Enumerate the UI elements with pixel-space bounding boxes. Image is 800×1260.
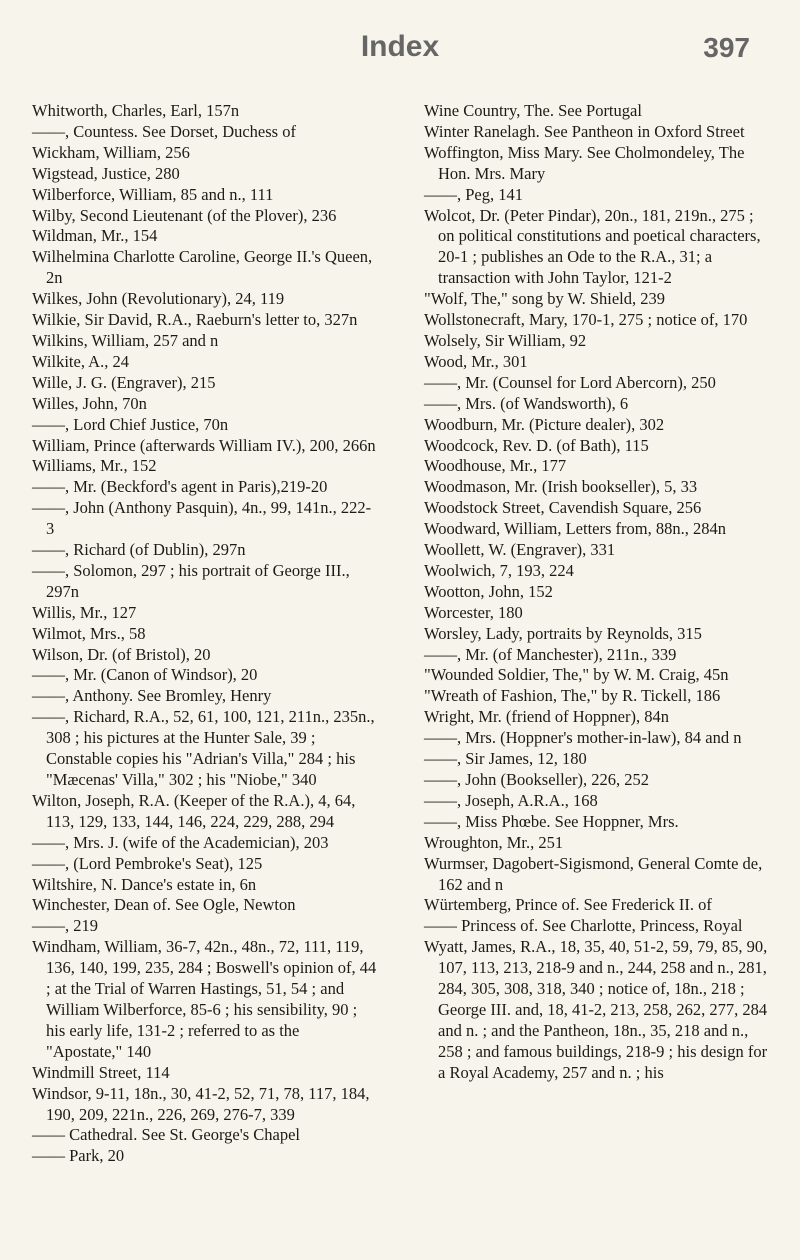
index-entry: Wilkite, A., 24 <box>32 351 129 371</box>
index-entry: Wolcot, Dr. (Peter Pindar), 20n., 181, 219n., 275 ; on political constitutions and poetical characters, 20-1 ; publishes an Ode to the R.A., 31; a transaction with John Taylor, 121-2 <box>424 205 761 288</box>
index-entry: Wilberforce, William, 85 and n., 111 <box>32 184 274 204</box>
index-entry: ——, Mr. (Counsel for Lord Abercorn), 250 <box>424 372 716 392</box>
index-entry: ——, Mrs. (of Wandsworth), 6 <box>424 393 629 413</box>
index-entry: Wright, Mr. (friend of Hoppner), 84n <box>424 707 669 727</box>
index-entry: ——, Mrs. (Hoppner's mother-in-law), 84 and n <box>424 728 742 748</box>
index-entry: ——, Countess. See Dorset, Duchess of <box>32 121 296 141</box>
index-entry: Woodburn, Mr. (Picture dealer), 302 <box>424 414 665 434</box>
index-entry: ——, Richard, R.A., 52, 61, 100, 121, 211n., 235n., 308 ; his pictures at the Hunter Sale, 39 ; Constable copies his "Adrian's Villa," 284 ; his "Mæcenas' Villa," 302 ; his "Niobe," 340 <box>32 707 375 789</box>
index-entry: ——, Mrs. J. (wife of the Academician), 203 <box>32 832 329 852</box>
index-entry: Wurmser, Dagobert-Sigismond, General Comte de, 162 and n <box>424 853 763 894</box>
index-entry: ——, (Lord Pembroke's Seat), 125 <box>32 853 263 873</box>
index-entry: ——, Richard (of Dublin), 297n <box>32 540 246 560</box>
index-entry: ——, Mr. (Canon of Windsor), 20 <box>32 665 258 685</box>
index-entry: Willis, Mr., 127 <box>32 602 137 622</box>
index-entry: Wilkes, John (Revolutionary), 24, 119 <box>32 289 285 309</box>
index-entry: Wilkie, Sir David, R.A., Raeburn's letter to, 327n <box>32 310 358 330</box>
index-entry: Woffington, Miss Mary. See Cholmondeley, The Hon. Mrs. Mary <box>424 142 745 183</box>
index-entry: ——, Peg, 141 <box>424 184 523 204</box>
index-entry: ——, Miss Phœbe. See Hoppner, Mrs. <box>424 811 679 831</box>
index-entry: Winchester, Dean of. See Ogle, Newton <box>32 895 296 915</box>
index-entry: Williams, Mr., 152 <box>32 456 157 476</box>
index-entry: Wildman, Mr., 154 <box>32 226 158 246</box>
index-entry: ——, John (Anthony Pasquin), 4n., 99, 141n., 222-3 <box>32 498 372 539</box>
index-entry: —— Princess of. See Charlotte, Princess, Royal <box>424 916 743 936</box>
index-entry: Woodmason, Mr. (Irish bookseller), 5, 33 <box>424 477 698 497</box>
index-entry: ——, John (Bookseller), 226, 252 <box>424 770 650 789</box>
index-entry: —— Park, 20 <box>32 1146 125 1166</box>
index-entry: Wollstonecraft, Mary, 170-1, 275 ; notice of, 170 <box>424 310 748 330</box>
index-entry: ——, 219 <box>32 916 98 936</box>
index-entry: Winter Ranelagh. See Pantheon in Oxford Street <box>424 121 745 141</box>
index-entry: Wine Country, The. See Portugal <box>424 101 642 120</box>
page-title: Index <box>360 30 440 63</box>
index-entry: "Wolf, The," song by W. Shield, 239 <box>424 289 666 309</box>
index-column-right <box>424 101 769 1084</box>
index-entry: ——, Sir James, 12, 180 <box>424 749 587 769</box>
index-entry: Woodcock, Rev. D. (of Bath), 115 <box>424 435 649 455</box>
index-entry: Willes, John, 70n <box>32 393 147 413</box>
index-entry: ——, Mr. (of Manchester), 211n., 339 <box>424 644 677 664</box>
index-entry: Wilby, Second Lieutenant (of the Plover), 236 <box>32 205 337 225</box>
index-entry: ——, Mr. (Beckford's agent in Paris),219-20 <box>32 477 328 497</box>
index-entry: Wilkins, William, 257 and n <box>32 330 219 350</box>
index-entry: Woodward, William, Letters from, 88n., 284n <box>424 519 726 539</box>
index-entry: Woollett, W. (Engraver), 331 <box>424 540 616 560</box>
index-entry: Wilton, Joseph, R.A. (Keeper of the R.A.), 4, 64, 113, 129, 133, 144, 146, 224, 229, 288, 294 <box>32 790 356 831</box>
index-column-left <box>32 101 377 1167</box>
index-entry: Wilhelmina Charlotte Caroline, George II.'s Queen, 2n <box>32 247 373 288</box>
page-number: 397 <box>703 32 750 63</box>
index-entry: Wickham, William, 256 <box>32 142 190 162</box>
index-entry: Woodstock Street, Cavendish Square, 256 <box>424 498 702 518</box>
index-entry: Würtemberg, Prince of. See Frederick II. of <box>424 895 712 915</box>
index-entry: Wille, J. G. (Engraver), 215 <box>32 372 216 392</box>
index-entry: Worsley, Lady, portraits by Reynolds, 315 <box>424 623 702 643</box>
index-entry: Windham, William, 36-7, 42n., 48n., 72, 111, 119, 136, 140, 199, 235, 284 ; Boswell's opinion of, 44 ; at the Trial of Warren Hastings, 51, 54 ; and William Wilberforce, 85-6 ; his sensibility, 90 ; his early life, 131-2 ; referred to as the "Apostate," 140 <box>32 937 377 1061</box>
index-entry: ——, Solomon, 297 ; his portrait of George III., 297n <box>32 560 350 601</box>
index-entry: Wilson, Dr. (of Bristol), 20 <box>32 644 211 664</box>
index-entry: Windmill Street, 114 <box>32 1062 170 1082</box>
index-entry: Woodhouse, Mr., 177 <box>424 456 567 476</box>
index-entry: Whitworth, Charles, Earl, 157n <box>32 101 240 120</box>
index-entry: ——, Joseph, A.R.A., 168 <box>424 790 598 810</box>
index-entry: Woolwich, 7, 193, 224 <box>424 560 574 580</box>
index-entry: ——, Lord Chief Justice, 70n <box>32 414 229 434</box>
index-entry: Wroughton, Mr., 251 <box>424 832 564 852</box>
index-entry: Wootton, John, 152 <box>424 581 553 601</box>
index-entry: "Wreath of Fashion, The," by R. Tickell, 186 <box>424 686 721 706</box>
index-entry: William, Prince (afterwards William IV.), 200, 266n <box>32 435 376 455</box>
index-entry: Wigstead, Justice, 280 <box>32 163 180 183</box>
index-entry: Wyatt, James, R.A., 18, 35, 40, 51-2, 59, 79, 85, 90, 107, 113, 213, 218-9 and n., 244, 258 and n., 281, 284, 305, 308, 318, 340 ; notice of, 18n., 218 ; George III. and, 18, 41-2, 213, 258, 262, 277, 284 and n. ; and the Pantheon, 18n., 35, 218 and n., 258 ; and famous buildings, 218-9 ; his design for a Royal Academy, 257 and n. ; his <box>424 937 768 1082</box>
index-entry: Wiltshire, N. Dance's estate in, 6n <box>32 874 257 894</box>
page-header <box>0 30 800 80</box>
index-entry: Wilmot, Mrs., 58 <box>32 623 146 643</box>
index-entry: Wood, Mr., 301 <box>424 351 528 371</box>
index-entry: Wolsely, Sir William, 92 <box>424 330 587 350</box>
index-entry: —— Cathedral. See St. George's Chapel <box>32 1125 300 1145</box>
index-entry: Worcester, 180 <box>424 602 523 622</box>
index-entry: Windsor, 9-11, 18n., 30, 41-2, 52, 71, 78, 117, 184, 190, 209, 221n., 226, 269, 276-7, 339 <box>32 1083 370 1124</box>
index-entry: "Wounded Soldier, The," by W. M. Craig, 45n <box>424 665 729 685</box>
index-entry: ——, Anthony. See Bromley, Henry <box>32 686 272 706</box>
